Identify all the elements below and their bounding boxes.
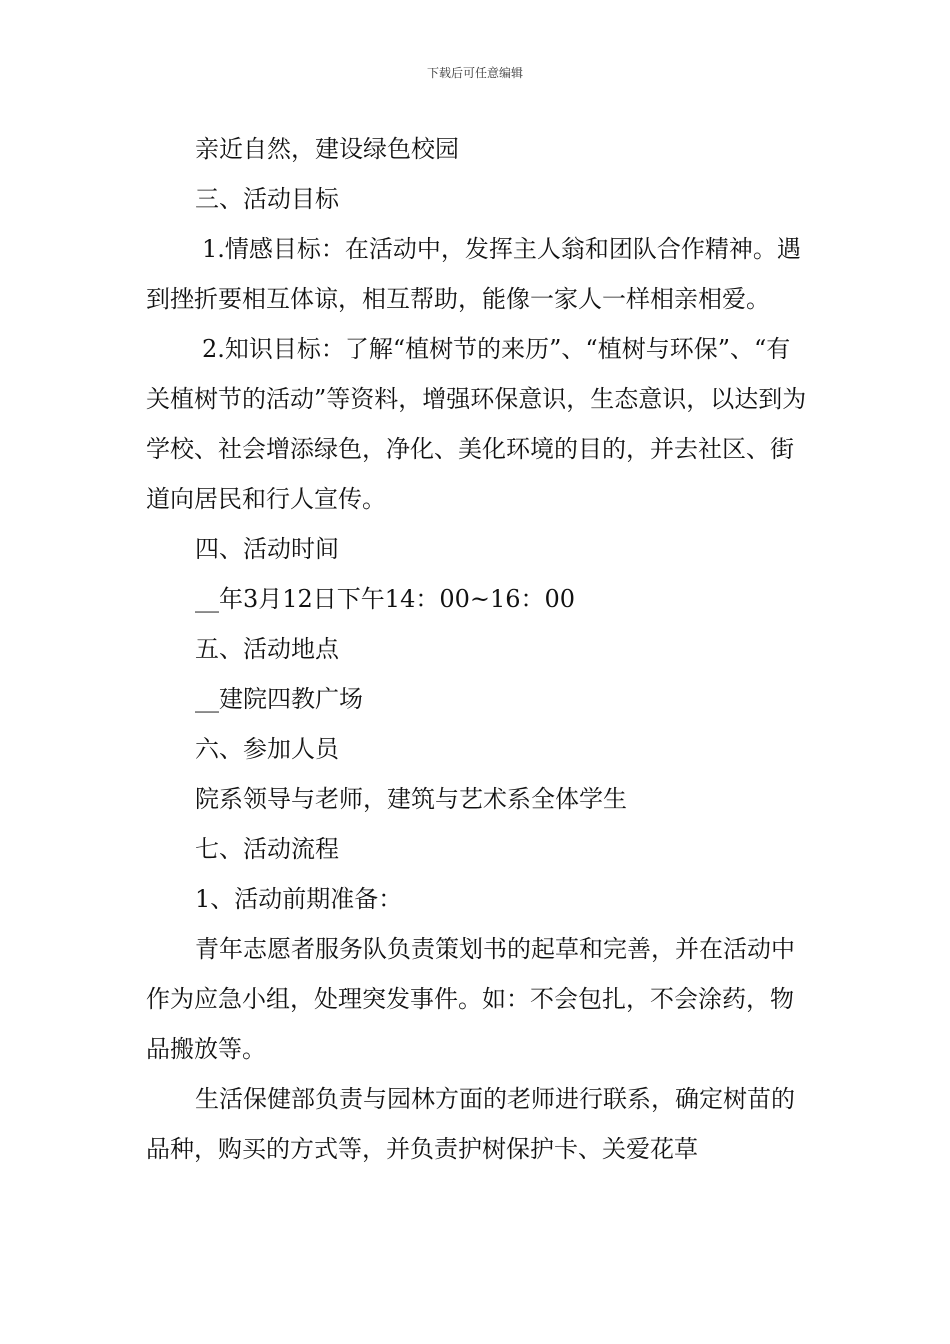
paragraph-activity-location: __建院四教广场 [195, 685, 363, 713]
heading-activity-process: 七、活动流程 [195, 835, 339, 863]
paragraph-activity-time: __年3月12日下午14：00~16：00 [195, 585, 576, 613]
heading-activity-location: 五、活动地点 [195, 635, 339, 663]
paragraph-volunteer-team: 青年志愿者服务队负责策划书的起草和完善，并在活动中作为应急小组，处理突发事件。如：不会包扎，不会涂药，物品搬放等。 [146, 935, 795, 1063]
paragraph-participants: 院系领导与老师，建筑与艺术系全体学生 [195, 785, 627, 813]
document-body [146, 124, 808, 1174]
paragraph-slogan: 亲近自然，建设绿色校园 [195, 135, 459, 163]
heading-preparation: 1、活动前期准备： [195, 885, 403, 913]
page-header: 下载后可任意编辑 [426, 66, 523, 80]
heading-activity-goals: 三、活动目标 [195, 185, 339, 213]
heading-participants: 六、参加人员 [195, 735, 339, 763]
paragraph-knowledge-goal: 2.知识目标：了解“植树节的来历”、“植树与环保”、“有关植树节的活动”等资料，增强环保意识，生态意识，以达到为学校、社会增添绿色，净化、美化环境的目的，并去社区、街道向居民和行人宣传。 [146, 335, 807, 513]
paragraph-emotional-goal: 1.情感目标：在活动中，发挥主人翁和团队合作精神。遇到挫折要相互体谅，相互帮助，能像一家人一样相亲相爱。 [146, 235, 801, 313]
paragraph-health-department: 生活保健部负责与园林方面的老师进行联系，确定树苗的品种，购买的方式等，并负责护树保护卡、关爱花草 [146, 1085, 795, 1163]
heading-activity-time: 四、活动时间 [195, 535, 339, 563]
